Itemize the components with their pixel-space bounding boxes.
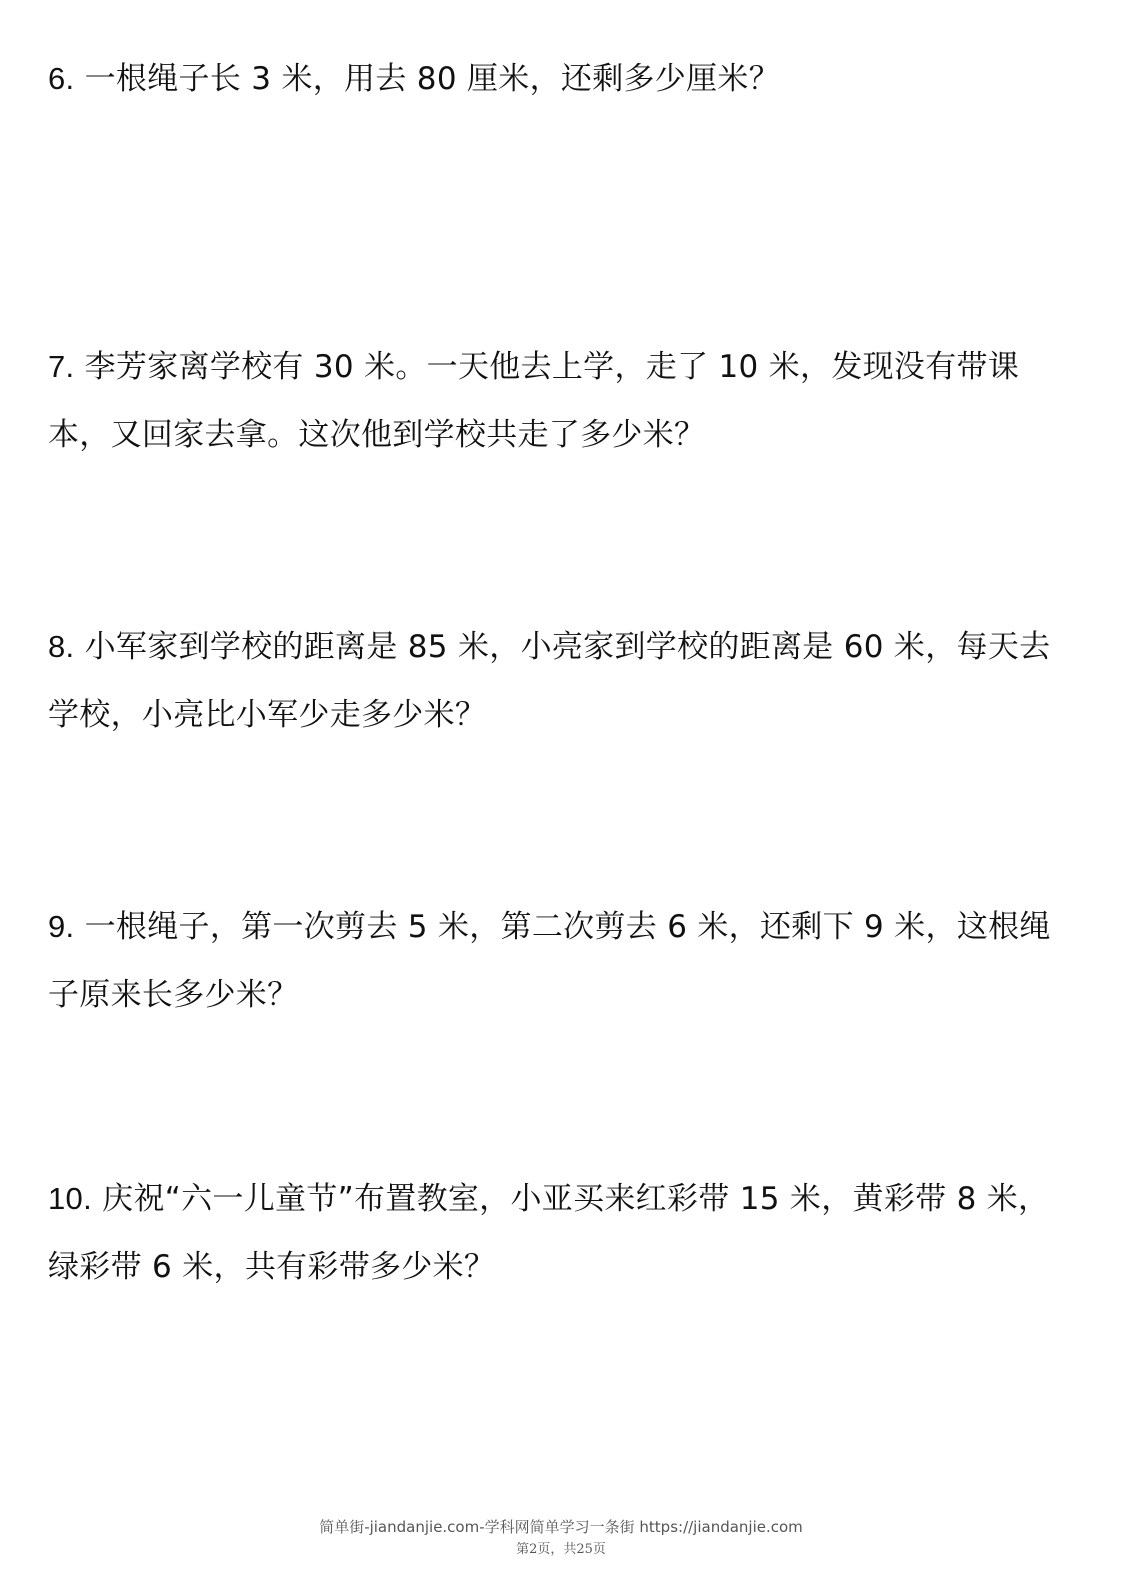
question-text: 一根绳子，第一次剪去 5 米，第二次剪去 6 米，还剩下 9 米，这根绳子原来长多少米？ bbox=[48, 909, 1051, 1013]
question-7 bbox=[48, 333, 1068, 469]
question-number: 9. bbox=[48, 909, 75, 944]
question-number: 7. bbox=[48, 349, 75, 384]
question-number: 6. bbox=[48, 61, 75, 96]
question-text: 一根绳子长 3 米，用去 80 厘米，还剩多少厘米？ bbox=[74, 61, 781, 97]
footer-site-text: 简单街-jiandanjie.com-学科网简单学习一条街 https://jiandanjie.com bbox=[319, 1518, 803, 1536]
question-8 bbox=[48, 613, 1068, 749]
question-text: 小军家到学校的距离是 85 米，小亮家到学校的距离是 60 米，每天去学校，小亮比小军少走多少米？ bbox=[48, 629, 1051, 733]
question-6 bbox=[48, 45, 1068, 113]
question-number: 8. bbox=[48, 629, 75, 664]
question-10 bbox=[48, 1165, 1068, 1301]
question-text: 庆祝“六一儿童节”布置教室，小亚买来红彩带 15 米，黄彩带 8 米，绿彩带 6 米，共有彩带多少米？ bbox=[48, 1181, 1050, 1285]
question-number: 10. bbox=[48, 1181, 92, 1216]
question-9 bbox=[48, 893, 1068, 1029]
footer-page-number: 第2页，共25页 bbox=[516, 1542, 606, 1557]
question-text: 李芳家离学校有 30 米。一天他去上学，走了 10 米，发现没有带课本，又回家去拿。这次他到学校共走了多少米？ bbox=[48, 349, 1020, 453]
